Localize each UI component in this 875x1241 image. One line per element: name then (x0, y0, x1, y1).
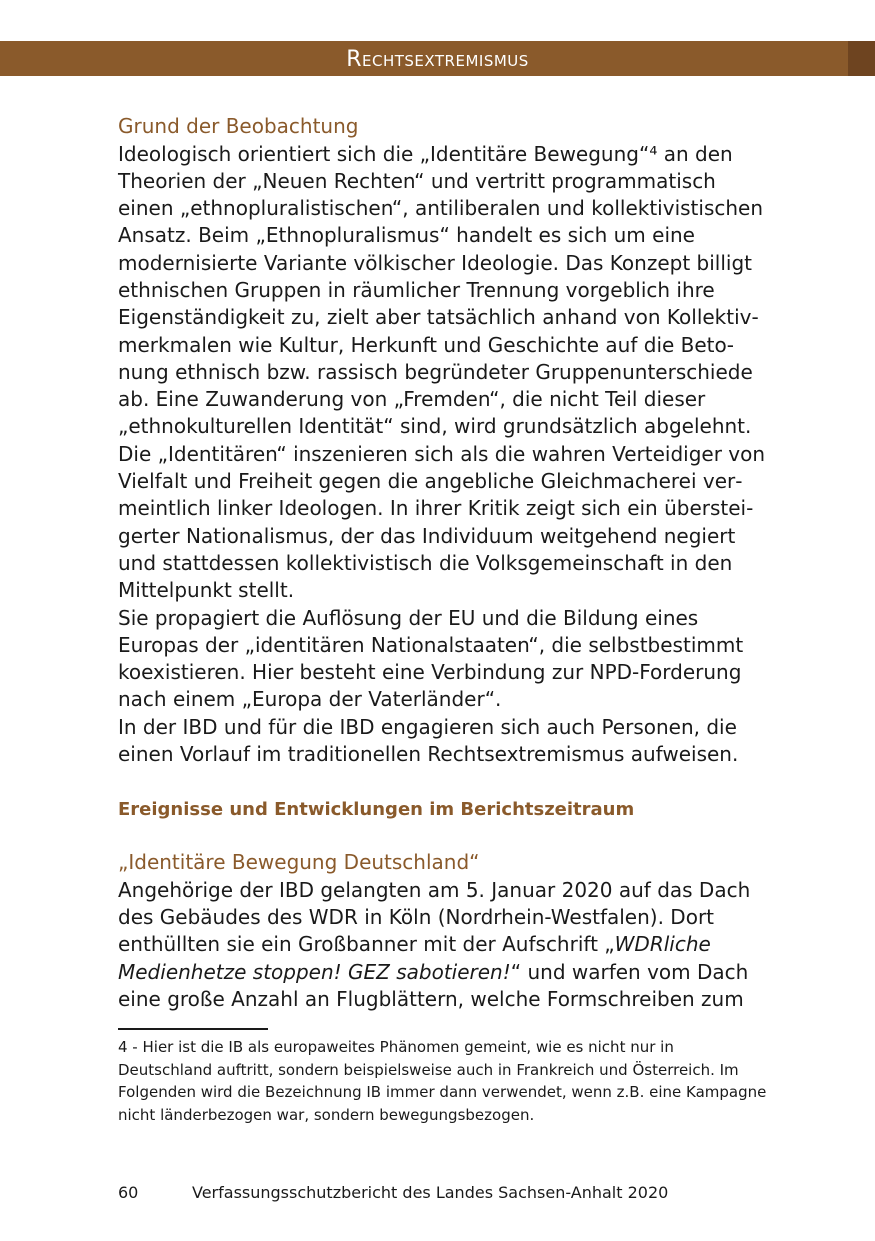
page-footer (118, 1181, 768, 1205)
banner-quote: WDRliche Medienhetze stoppen! GEZ sabotieren! (118, 932, 711, 984)
section-heading-ereignisse: Ereignisse und Entwicklungen im Berichtszeitraum (118, 799, 635, 821)
page-number: 60 (118, 1183, 139, 1202)
main-content (118, 113, 768, 1013)
paragraph-wdr-start: Angehörige der IBD gelangten am 5. Januar 2020 auf das Dach des Gebäudes des WDR in Köln (Nordrhein-Westfalen). Dort enthüllten sie ein Großbanner mit der Aufschrift „ (118, 877, 751, 957)
paragraph-wdr-end: “ und warfen vom Dach eine große Anzahl an Flugblättern, welche Formschreiben zum (118, 959, 749, 1012)
paragraph-wdr (118, 877, 768, 1013)
paragraph-eu: Sie propagiert die Auflösung der EU und die Bildung eines Europas der „identitären Nationalstaaten“, die selbstbestimmt koexistieren. Hier besteht eine Verbindung zur NPD-Forderung nach einem „Europa der Vaterländer“. (118, 605, 744, 712)
subheading-ibd: „Identitäre Bewegung Deutschland“ (118, 850, 480, 875)
paragraph-ideology: Ideologisch orientiert sich die „Identitäre Bewegung“⁴ an den Theorien der „Neuen Rechten“ und vertritt programmatisch einen „ethnopluralistischen“, antiliberalen und kollektivistischen Ansatz. Beim „Ethnopluralismus“ handelt es sich um eine modernisierte Variante völkischer Ideologie. Das Konzept billigt ethnischen Gruppen in räumlicher Trennung vorgeblich ihre Eigenständigkeit zu, zielt aber tatsächlich anhand von Kollektivmerkmalen wie Kultur, Herkunft und Geschichte auf die Betonung ethnisch bzw. rassisch begründeter Gruppenunterschiede ab. Eine Zuwanderung von „Fremden“, die nicht Teil dieser „ethnokulturellen Identität“ sind, wird grundsätzlich abgelehnt. Die „Identitären“ inszenieren sich als die wahren Verteidiger von Vielfalt und Freiheit gegen die angebliche Gleichmacherei vermeintlich linker Ideologen. In ihrer Kritik zeigt sich ein übersteigerter Nationalismus, der das Individuum weitgehend negiert und stattdessen kollektivistisch die Volksgemeinschaft in den Mittelpunkt stellt. (118, 141, 766, 603)
footnote-4: 4 - Hier ist die IB als europaweites Phänomen gemeint, wie es nicht nur in Deutschland auftritt, sondern beispielsweise auch in Frankreich und Österreich. Im Folgenden wird die Bezeichnung IB immer dann verwendet, wenn z.B. eine Kampagne nicht länderbezogen war, sondern bewegungsbezogen. (118, 1038, 767, 1124)
section-heading-grund: Grund der Beobachtung (118, 114, 359, 138)
publication-title: Verfassungsschutzbericht des Landes Sachsen-Anhalt 2020 (192, 1183, 669, 1202)
chapter-title: Rechtsextremismus (346, 47, 529, 72)
chapter-header-bar (0, 41, 875, 76)
paragraph-persons: In der IBD und für die IBD engagieren sich auch Personen, die einen Vorlauf im traditionellen Rechtsextremismus aufweisen. (118, 714, 739, 767)
footnote-divider (118, 1028, 268, 1030)
